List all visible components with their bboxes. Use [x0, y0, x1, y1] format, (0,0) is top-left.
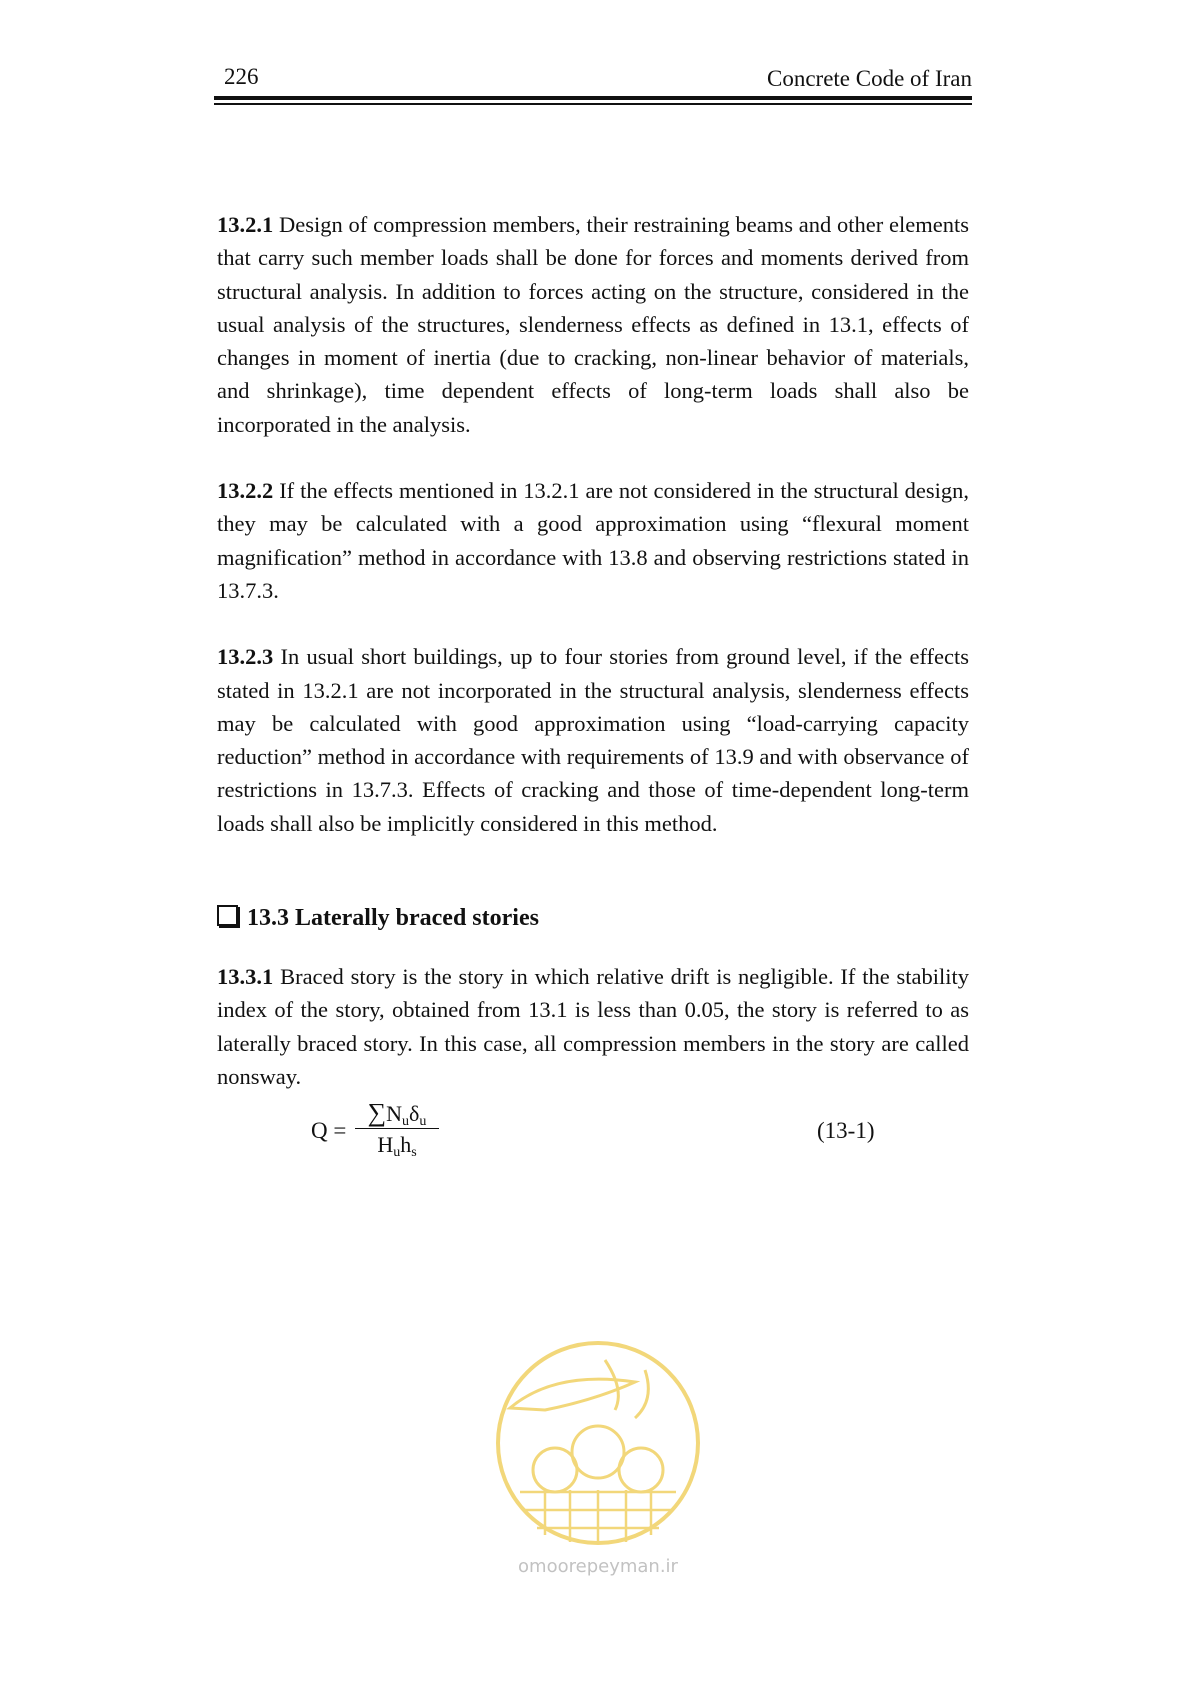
paragraph-13-3-1 [217, 960, 969, 1093]
var-N: N [386, 1101, 403, 1127]
header-rule-thick [214, 96, 972, 100]
paragraph-13-2-2 [217, 474, 969, 607]
clause-text: Design of compression members, their restraining beams and other elements that carry such member loads shall be done for forces and moments derived from structural analysis. In addition to forces acting on the structure, considered in the usual analysis of the structures, slenderness effects as defined in 13.1, effects of changes in moment of inertia (due to cracking, non-linear behavior of materials, and shrinkage), time dependent effects of long-term loads shall also be incorporated in the analysis. [217, 212, 969, 437]
sub-u: u [393, 1145, 401, 1161]
page-body [217, 208, 969, 1176]
page-header [214, 60, 972, 102]
watermark-caption: omoorepeyman.ir [518, 1556, 678, 1577]
sub-s: s [411, 1145, 417, 1161]
clause-number: 13.2.1 [217, 212, 274, 237]
paragraph-13-2-1 [217, 208, 969, 441]
section-heading-text: 13.3 Laterally braced stories [247, 905, 539, 932]
running-title: Concrete Code of Iran [766, 66, 972, 91]
clause-number: 13.2.3 [217, 644, 274, 670]
clause-text: Braced story is the story in which relative drift is negligible. If the stability index of the story, obtained from 13.1 is less than 0.05, the story is referred to as laterally braced story. In this case, all compression members in the story are called nonsway. [217, 964, 970, 1089]
equation-fraction [355, 1098, 439, 1159]
watermark-logo-icon [485, 1330, 711, 1556]
checkbox-bullet-icon [217, 905, 238, 926]
equation-13-1 [217, 1096, 969, 1176]
var-h: h [400, 1132, 412, 1158]
var-H: H [377, 1132, 394, 1158]
section-heading [217, 903, 969, 933]
fraction-denominator [355, 1129, 439, 1159]
header-rule-thin [214, 103, 972, 105]
equation-lhs: Q = [311, 1118, 347, 1144]
equation-number: (13-1) [817, 1118, 875, 1144]
clause-number: 13.3.1 [217, 964, 274, 990]
clause-number: 13.2.2 [217, 478, 274, 504]
clause-text: In usual short buildings, up to four stories from ground level, if the effects stated in 13.2.1 are not incorporated in the structural analysis, slenderness effects may be calculated with good approximation using “load-carrying capacity reduction” method in accordance with requirements of 13.9 and with observance of restrictions in 13.7.3. Effects of cracking and those of time-dependent long-term loads shall also be implicitly considered in this method. [217, 644, 969, 836]
sub-u: u [419, 1114, 427, 1130]
watermark [485, 1330, 711, 1578]
sum-symbol: ∑ [367, 1098, 387, 1128]
fraction-numerator [355, 1098, 439, 1129]
clause-text: If the effects mentioned in 13.2.1 are not considered in the structural design, they may be calculated with a good approximation using “flexural moment magnification” method in accordance with 13.8 and observing restrictions stated in 13.7.3. [217, 478, 970, 603]
sub-u: u [402, 1114, 410, 1130]
var-delta: δ [409, 1101, 420, 1127]
paragraph-13-2-3 [217, 640, 969, 840]
page-number: 226 [224, 64, 259, 89]
